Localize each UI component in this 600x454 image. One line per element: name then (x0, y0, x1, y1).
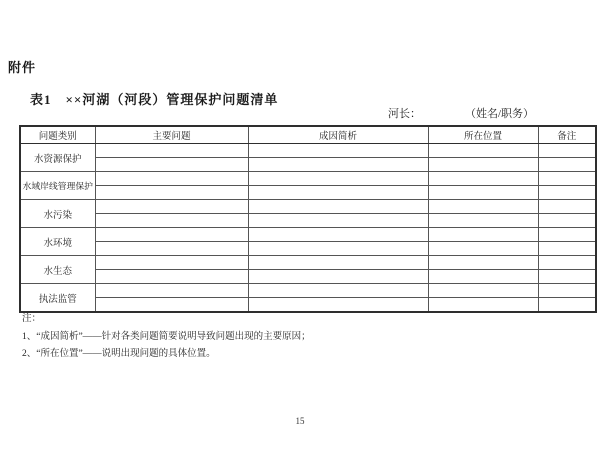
empty-cell (248, 172, 428, 186)
table-row (20, 270, 596, 284)
table-row (20, 214, 596, 228)
empty-cell (538, 270, 596, 284)
river-chief-line (388, 105, 534, 121)
empty-cell (428, 284, 538, 298)
empty-cell (95, 228, 248, 242)
empty-cell (95, 256, 248, 270)
notes-block (22, 311, 311, 364)
empty-cell (428, 270, 538, 284)
empty-cell (428, 172, 538, 186)
empty-cell (428, 214, 538, 228)
empty-cell (248, 228, 428, 242)
empty-cell (538, 200, 596, 214)
note-line-1: 1、“成因简析”——针对各类问题简要说明导致问题出现的主要原因； (22, 331, 311, 342)
empty-cell (538, 144, 596, 158)
empty-cell (248, 284, 428, 298)
empty-cell (248, 242, 428, 256)
river-chief-label: 河长： (388, 108, 421, 120)
empty-cell (95, 186, 248, 200)
attachment-label: 附件 (8, 60, 37, 75)
empty-cell (538, 172, 596, 186)
empty-cell (248, 144, 428, 158)
header-cell-cause-analysis: 成因简析 (248, 126, 428, 144)
empty-cell (95, 144, 248, 158)
category-cell-water-pollution: 水污染 (20, 200, 95, 228)
empty-cell (428, 298, 538, 313)
empty-cell (428, 256, 538, 270)
empty-cell (248, 200, 428, 214)
category-cell-water-resources: 水资源保护 (20, 144, 95, 172)
empty-cell (95, 284, 248, 298)
empty-cell (428, 228, 538, 242)
empty-cell (95, 242, 248, 256)
category-cell-law-enforcement: 执法监管 (20, 284, 95, 313)
table-row (20, 228, 596, 242)
empty-cell (248, 256, 428, 270)
category-cell-water-environment: 水环境 (20, 228, 95, 256)
empty-cell (538, 158, 596, 172)
table-row (20, 242, 596, 256)
page-title: 表1 ××河湖（河段）管理保护问题清单 (30, 92, 279, 107)
empty-cell (95, 270, 248, 284)
empty-cell (428, 186, 538, 200)
table-row (20, 186, 596, 200)
table-row (20, 144, 596, 158)
empty-cell (248, 270, 428, 284)
empty-cell (95, 214, 248, 228)
table-row (20, 284, 596, 298)
empty-cell (428, 200, 538, 214)
table-row (20, 172, 596, 186)
category-cell-shoreline-management: 水域岸线管理保护 (20, 172, 95, 200)
header-cell-category: 问题类别 (20, 126, 95, 144)
table-header-row (20, 126, 596, 144)
empty-cell (248, 298, 428, 313)
empty-cell (538, 228, 596, 242)
empty-cell (95, 158, 248, 172)
problem-list-table (19, 125, 597, 313)
empty-cell (248, 214, 428, 228)
empty-cell (428, 144, 538, 158)
empty-cell (95, 172, 248, 186)
empty-cell (538, 284, 596, 298)
table-row (20, 200, 596, 214)
table-row (20, 298, 596, 313)
header-cell-remarks: 备注 (538, 126, 596, 144)
notes-label: 注： (22, 314, 42, 324)
empty-cell (538, 186, 596, 200)
table-row (20, 158, 596, 172)
page-number: 15 (295, 416, 305, 426)
empty-cell (538, 256, 596, 270)
empty-cell (538, 298, 596, 313)
header-cell-location: 所在位置 (428, 126, 538, 144)
note-line-2: 2、“所在位置”——说明出现问题的具体位置。 (22, 349, 216, 359)
empty-cell (428, 158, 538, 172)
empty-cell (95, 200, 248, 214)
empty-cell (95, 298, 248, 313)
table-row (20, 256, 596, 270)
category-cell-water-ecology: 水生态 (20, 256, 95, 284)
river-chief-hint: （姓名/职务） (465, 108, 535, 120)
header-cell-main-problem: 主要问题 (95, 126, 248, 144)
empty-cell (248, 158, 428, 172)
empty-cell (538, 242, 596, 256)
empty-cell (538, 214, 596, 228)
empty-cell (428, 242, 538, 256)
empty-cell (248, 186, 428, 200)
